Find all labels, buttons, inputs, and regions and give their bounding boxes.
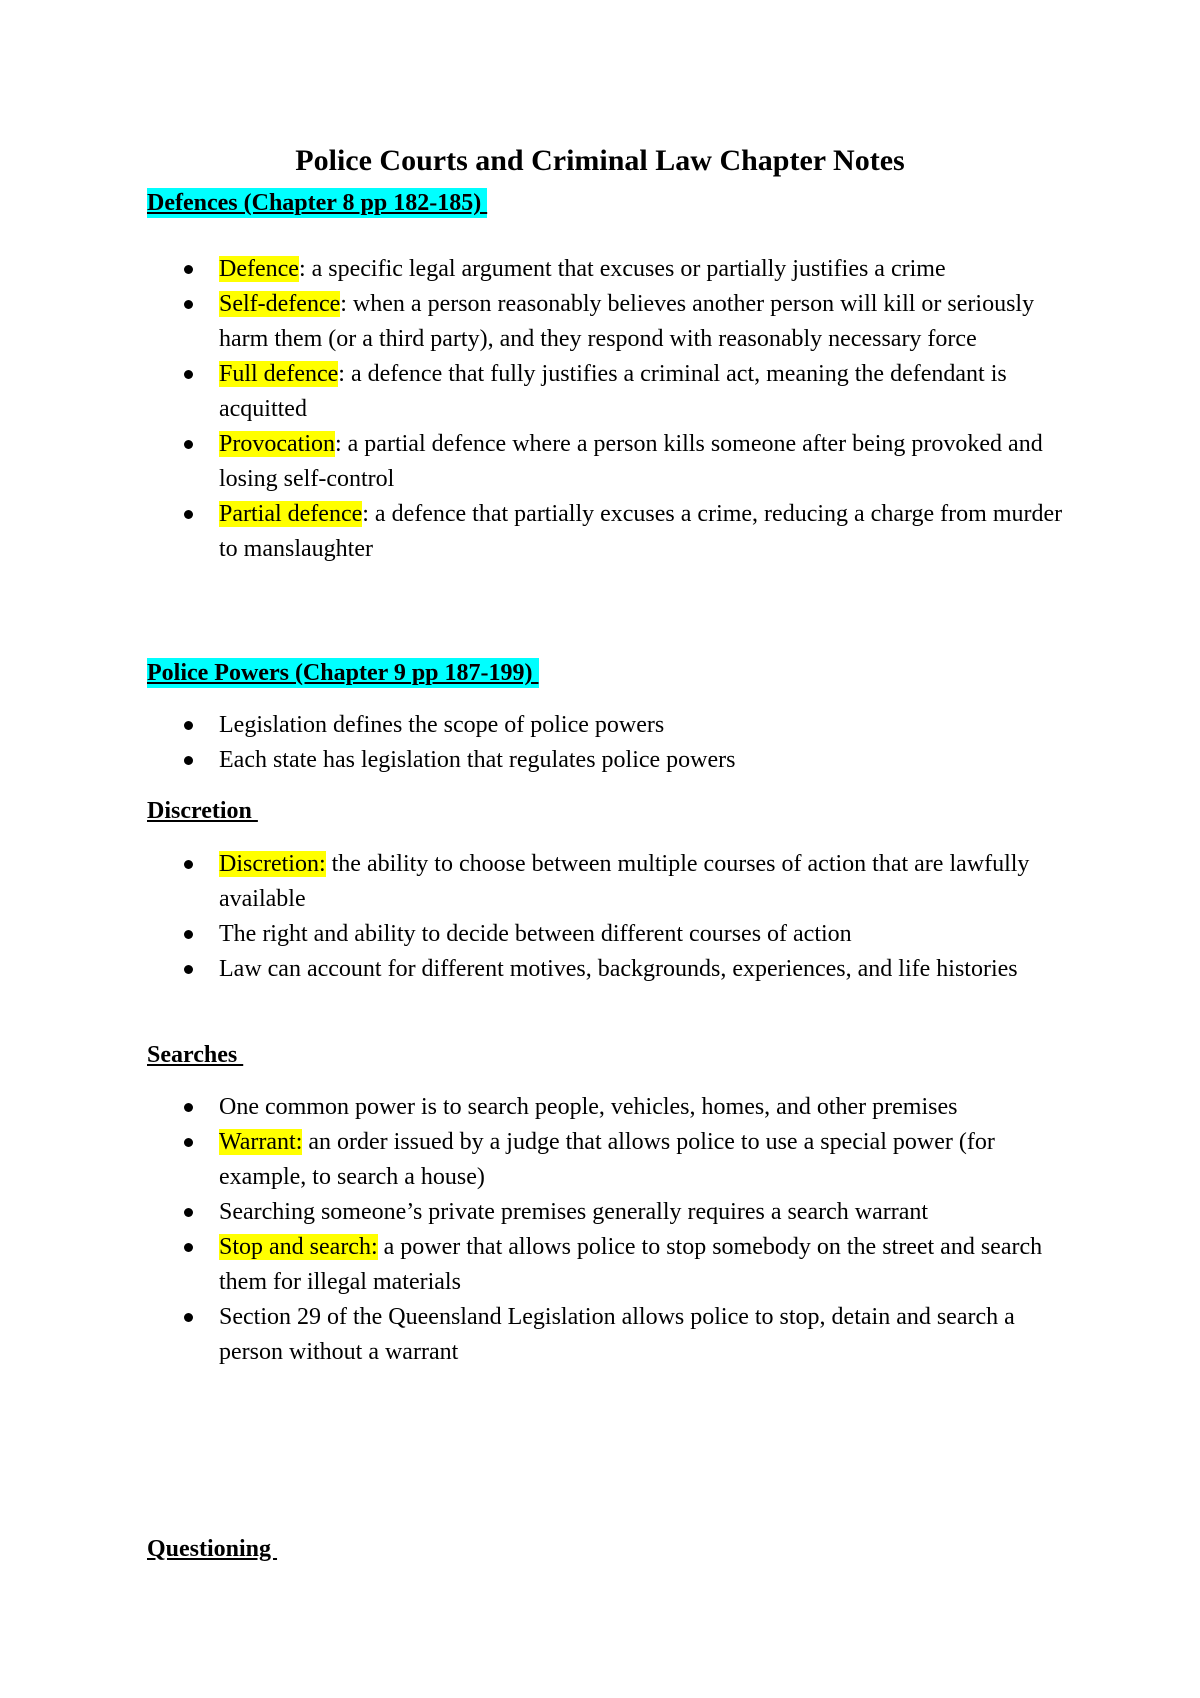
bullet-icon: [184, 440, 193, 449]
bullet-icon: [184, 930, 193, 939]
page-title: Police Courts and Criminal Law Chapter Notes: [295, 144, 905, 177]
definition-text: an order issued by a judge that allows police to use a special power (for example, to search a house): [219, 1129, 995, 1190]
list-item: [0, 287, 1079, 357]
term-partial-defence: Partial defence: [219, 501, 363, 527]
list-item: [0, 1300, 1079, 1370]
item-text: Each state has legislation that regulates police powers: [219, 747, 736, 773]
list-item: [0, 847, 1079, 917]
bullet-icon: [184, 1313, 193, 1322]
bullet-icon: [184, 860, 193, 869]
bullet-icon: [184, 370, 193, 379]
bullet-icon: [184, 965, 193, 974]
searches-list: [0, 1090, 1200, 1370]
list-item: [0, 1125, 1079, 1195]
section-heading-questioning: Questioning: [147, 1536, 278, 1562]
definition-text: the ability to choose between multiple courses of action that are lawfully available: [219, 851, 1030, 912]
item-text: One common power is to search people, vehicles, homes, and other premises: [219, 1094, 958, 1120]
bullet-icon: [184, 265, 193, 274]
police-powers-list: [0, 708, 1200, 778]
list-item: [0, 252, 1079, 287]
bullet-icon: [184, 300, 193, 309]
defences-list: [0, 252, 1200, 567]
section-heading-searches: Searches: [147, 1042, 244, 1068]
term-defence: Defence: [219, 256, 299, 282]
list-item: [0, 708, 1079, 743]
definition-text: : a defence that fully justifies a criminal act, meaning the defendant is acquitted: [219, 361, 1007, 422]
item-text: The right and ability to decide between different courses of action: [219, 921, 852, 947]
definition-text: : a defence that partially excuses a crime, reducing a charge from murder to manslaughter: [219, 501, 1063, 562]
section-heading-discretion: Discretion: [147, 798, 258, 824]
bullet-icon: [184, 1138, 193, 1147]
bullet-icon: [184, 756, 193, 765]
definition-text: : a partial defence where a person kills someone after being provoked and losing self-control: [219, 431, 1043, 492]
discretion-list: [0, 847, 1200, 987]
term-warrant: Warrant:: [219, 1129, 303, 1155]
definition-text: : a specific legal argument that excuses or partially justifies a crime: [298, 256, 946, 282]
term-discretion: Discretion:: [219, 851, 326, 877]
term-stop-and-search: Stop and search:: [219, 1234, 378, 1260]
bullet-icon: [184, 1103, 193, 1112]
list-item: [0, 427, 1079, 497]
item-text: Searching someone’s private premises generally requires a search warrant: [219, 1199, 929, 1225]
item-text: Section 29 of the Queensland Legislation allows police to stop, detain and search a person without a warrant: [219, 1304, 1015, 1365]
list-item: [0, 743, 1079, 778]
bullet-icon: [184, 1208, 193, 1217]
item-text: Legislation defines the scope of police powers: [219, 712, 665, 738]
definition-text: : when a person reasonably believes another person will kill or seriously harm them (or a third party), and they respond with reasonably necessary force: [219, 291, 1035, 352]
list-item: [0, 1090, 1079, 1125]
bullet-icon: [184, 721, 193, 730]
list-item: [0, 1230, 1079, 1300]
section-heading-police-powers: Police Powers (Chapter 9 pp 187-199): [147, 660, 539, 686]
term-full-defence: Full defence: [219, 361, 339, 387]
list-item: [0, 497, 1079, 567]
term-self-defence: Self-defence: [219, 291, 341, 317]
list-item: [0, 1195, 1079, 1230]
term-provocation: Provocation: [219, 431, 335, 457]
bullet-icon: [184, 1243, 193, 1252]
list-item: [0, 952, 1079, 987]
section-heading-defences: Defences (Chapter 8 pp 182-185): [147, 190, 488, 216]
definition-text: a power that allows police to stop somebody on the street and search them for illegal materials: [219, 1234, 1043, 1295]
list-item: [0, 357, 1079, 427]
list-item: [0, 917, 1079, 952]
item-text: Law can account for different motives, backgrounds, experiences, and life histories: [219, 956, 1018, 982]
bullet-icon: [184, 510, 193, 519]
